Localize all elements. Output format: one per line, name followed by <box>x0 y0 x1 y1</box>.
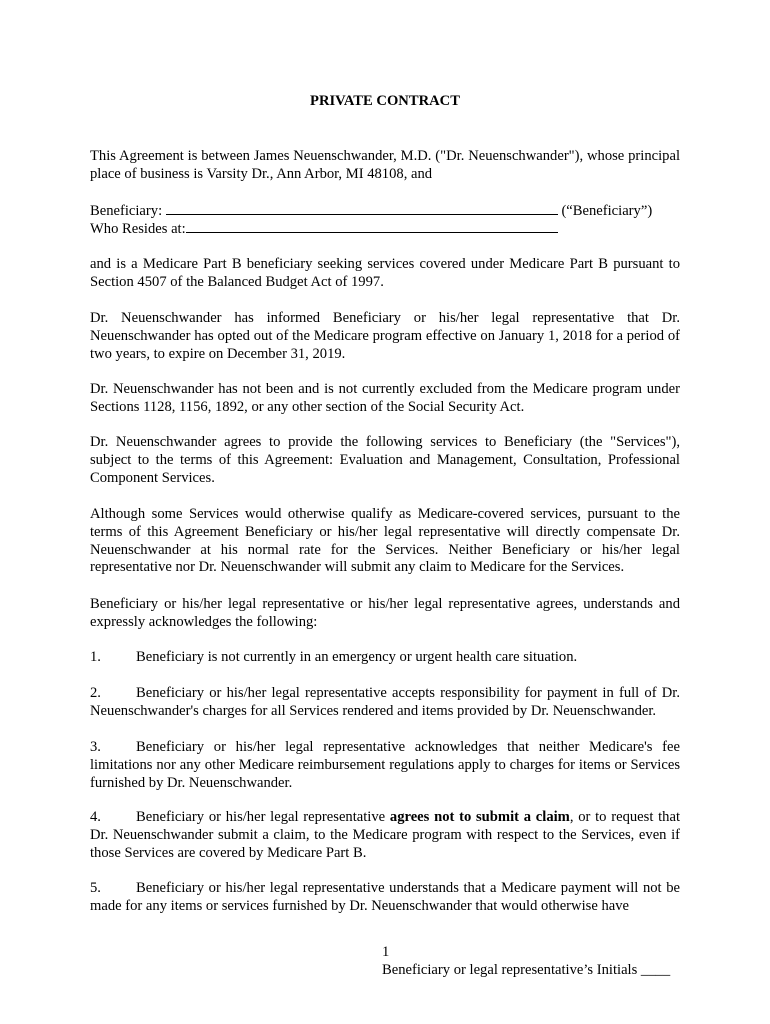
resides-line <box>90 220 680 239</box>
paragraph-services: Dr. Neuenschwander agrees to provide the following services to Beneficiary (the "Services"), subject to the terms of this Agreement: Evaluation and Management, Consultation, Professional Component Services. <box>90 434 680 486</box>
list-item-text-before: Beneficiary or his/her legal representative <box>136 809 390 825</box>
resides-address-field[interactable] <box>186 220 558 233</box>
resides-label: Who Resides at: <box>90 221 186 237</box>
list-item-number: 4. <box>90 809 101 825</box>
beneficiary-name-field[interactable] <box>166 202 558 215</box>
list-item-2 <box>90 685 680 721</box>
list-item-4 <box>90 809 680 862</box>
intro-paragraph: This Agreement is between James Neuenschwander, M.D. ("Dr. Neuenschwander"), whose principal place of business is Varsity Dr., Ann Arbor, MI 48108, and <box>90 148 680 182</box>
list-item-number: 3. <box>90 739 101 755</box>
paragraph-opted-out: Dr. Neuenschwander has informed Beneficiary or his/her legal representative that Dr. Neuenschwander has opted out of the Medicare program effective on January 1, 2018 for a period of two years, to expire on December 31, 2019. <box>90 310 680 362</box>
list-item-number: 2. <box>90 685 101 701</box>
list-item-bold-text: agrees not to submit a claim <box>389 809 570 825</box>
list-item-1 <box>90 649 680 667</box>
list-item-text: Beneficiary or his/her legal representative accepts responsibility for payment in full of Dr. Neuenschwander's charges for all Services rendered and items provided by Dr. Neuenschwander. <box>90 685 680 719</box>
page-number: 1 <box>382 944 390 960</box>
beneficiary-line <box>90 202 680 221</box>
initials-label: Beneficiary or legal representative’s Initials ____ <box>382 962 671 978</box>
beneficiary-label: Beneficiary: <box>90 203 163 219</box>
list-item-text: Beneficiary or his/her legal representative understands that a Medicare payment will not be made for any items or services furnished by Dr. Neuenschwander that would otherwise have <box>90 880 680 914</box>
list-item-text: Beneficiary is not currently in an emergency or urgent health care situation. <box>136 649 578 665</box>
list-item-number: 1. <box>90 649 101 665</box>
paragraph-acknowledges: Beneficiary or his/her legal representative or his/her legal representative agrees, understands and expressly acknowledges the following: <box>90 596 680 630</box>
list-item-text: Beneficiary or his/her legal representative acknowledges that neither Medicare's fee limitations nor any other Medicare reimbursement regulations apply to charges for items or Services furnished by Dr. Neuenschwander. <box>90 739 680 791</box>
list-item-text-after: , or to request that Dr. Neuenschwander submit a claim, to the Medicare program with respect to the Services, even if those Services are covered by Medicare Part B. <box>90 809 681 861</box>
paragraph-not-excluded: Dr. Neuenschwander has not been and is not currently excluded from the Medicare program under Sections 1128, 1156, 1892, or any other section of the Social Security Act. <box>90 381 680 415</box>
paragraph-medicare-part-b: and is a Medicare Part B beneficiary seeking services covered under Medicare Part B pursuant to Section 4507 of the Balanced Budget Act of 1997. <box>90 256 680 290</box>
page-title: PRIVATE CONTRACT <box>310 93 460 109</box>
list-item-5 <box>90 880 680 916</box>
paragraph-compensation: Although some Services would otherwise qualify as Medicare-covered services, pursuant to the terms of this Agreement Beneficiary or his/her legal representative will directly compensate Dr. Neuenschwander at his normal rate for the Services. Neither Beneficiary or his/her legal representative nor Dr. Neuenschwander will submit any claim to Medicare for the Services. <box>90 506 680 576</box>
list-item-number: 5. <box>90 880 101 896</box>
list-item-3 <box>90 739 680 792</box>
beneficiary-suffix: (“Beneficiary”) <box>561 203 653 219</box>
